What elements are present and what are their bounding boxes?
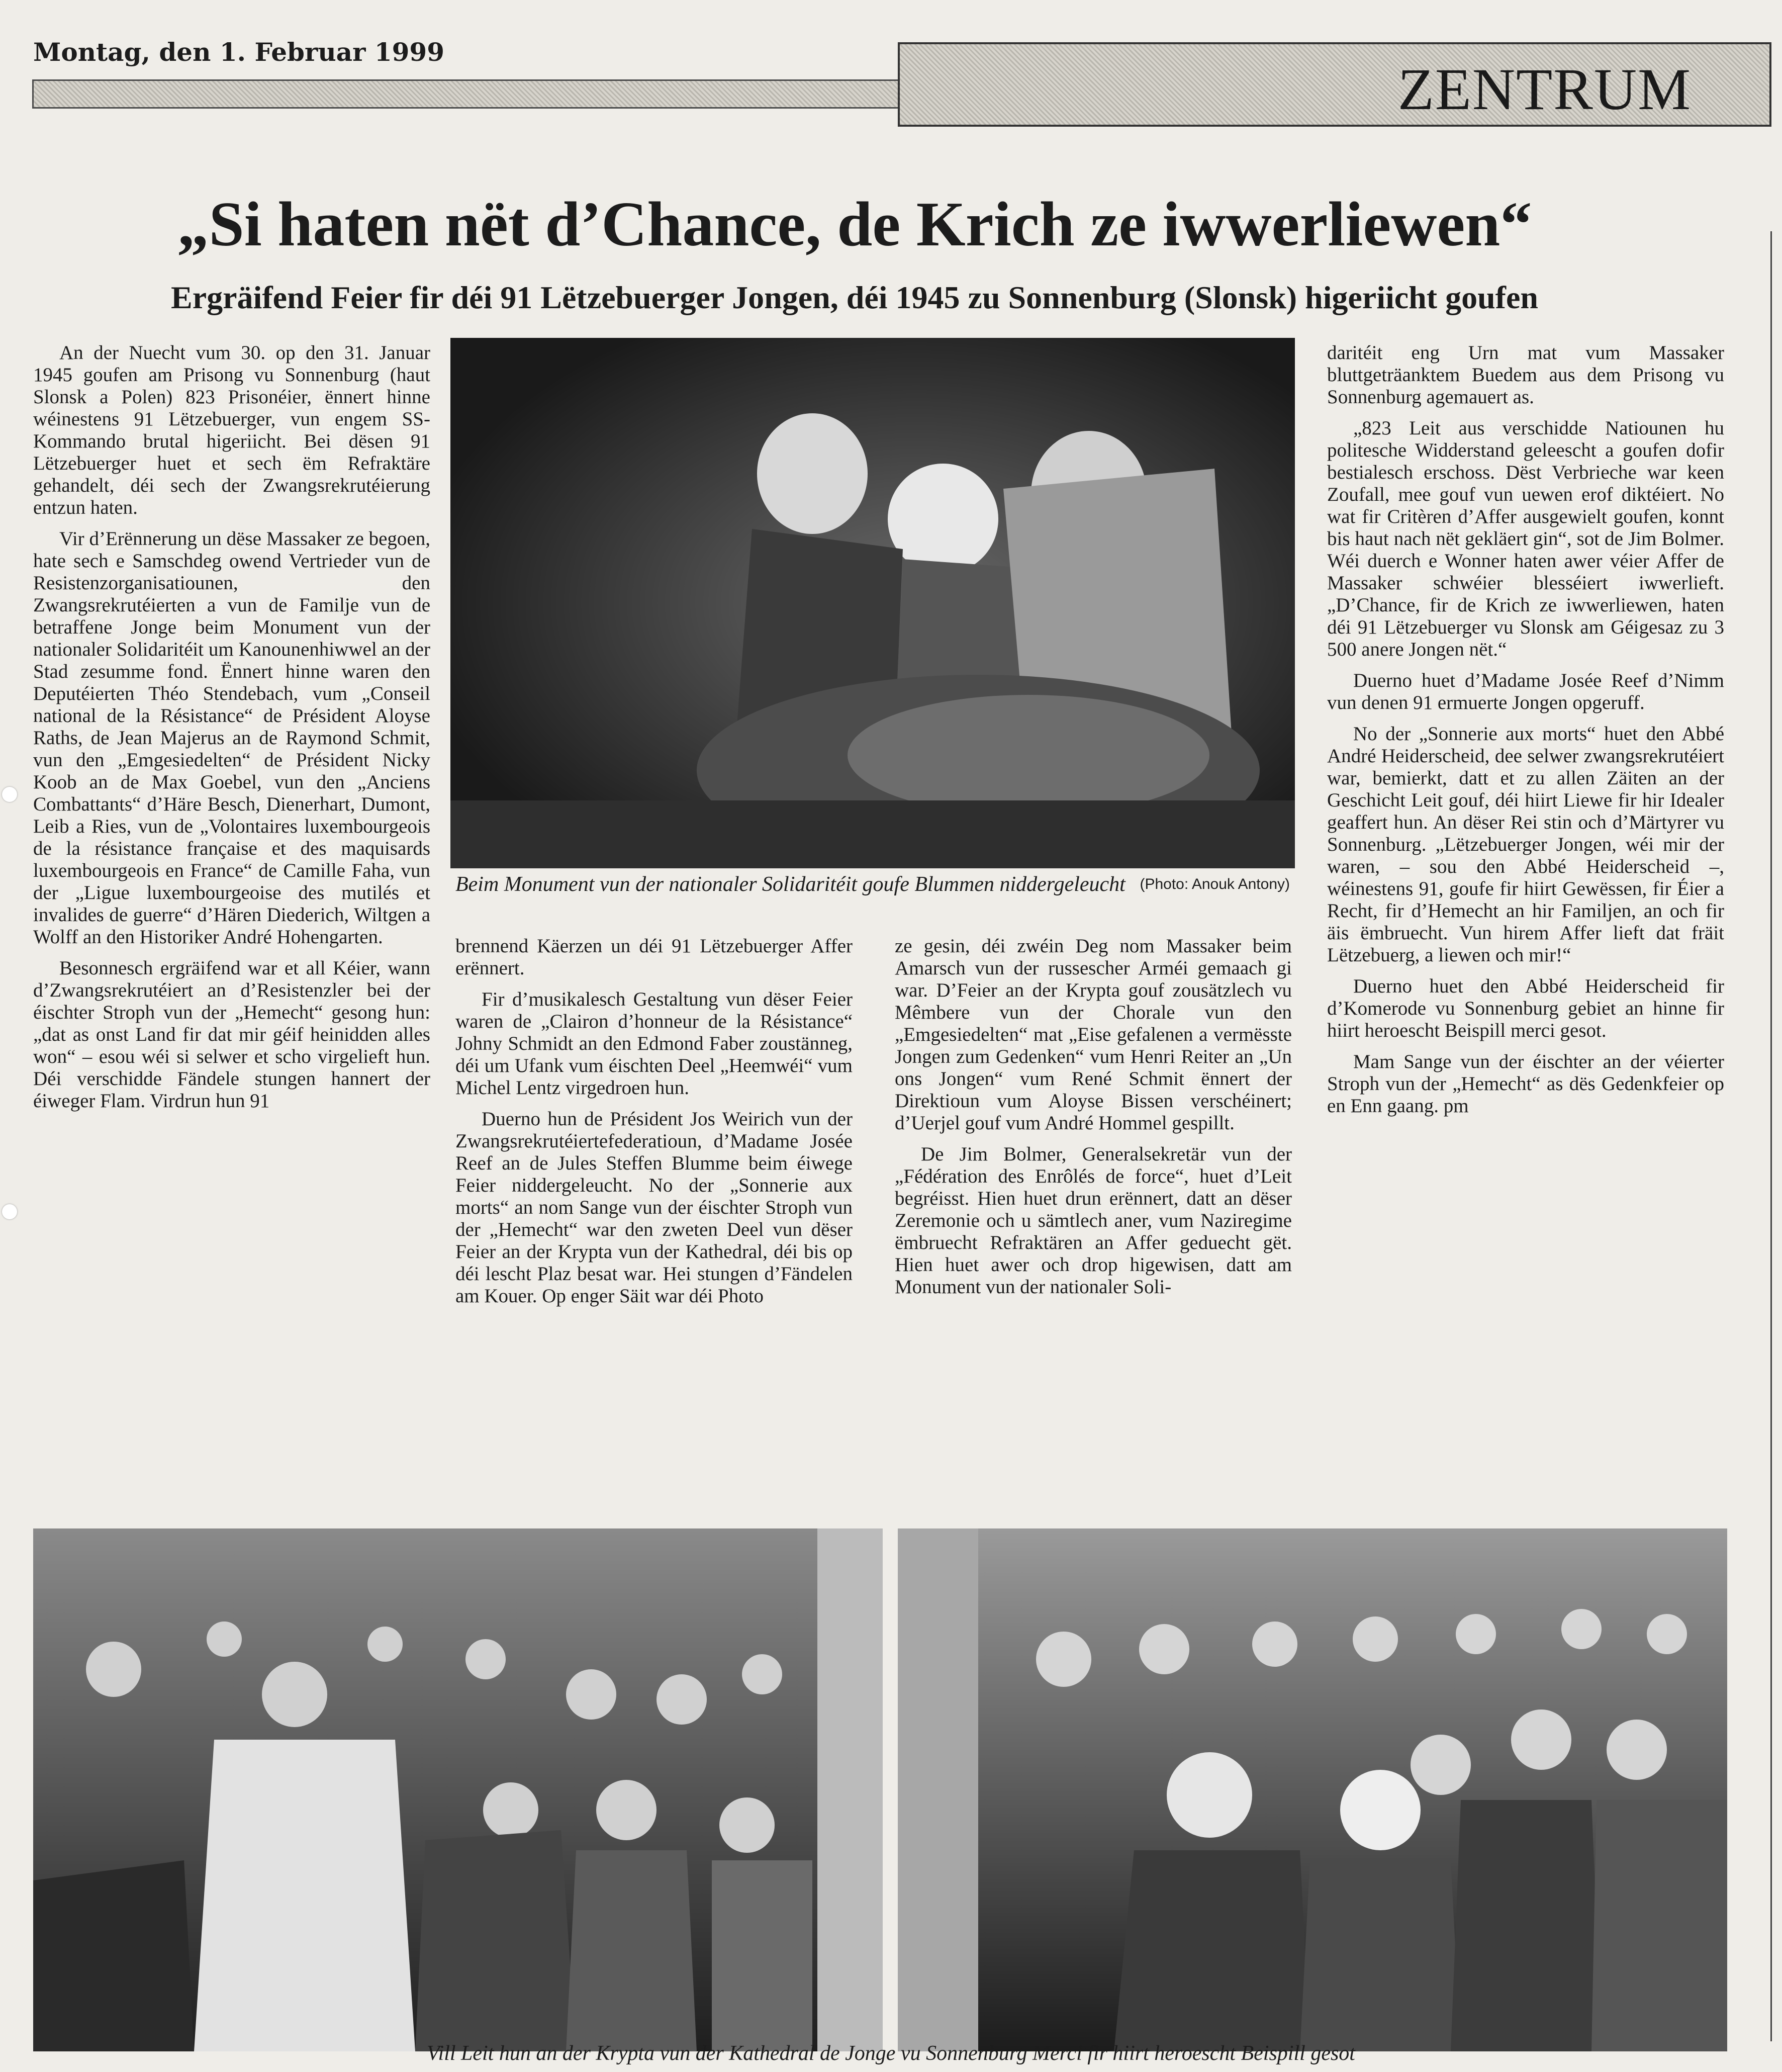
paragraph: Duerno huet den Abbé Heiderscheid fir d’Komerode vu Sonnenburg gebiet an hinne fir hiirt heroescht Beispill merci gesot. xyxy=(1327,975,1724,1041)
column-rule xyxy=(1770,231,1772,2041)
paragraph: brennend Käerzen un déi 91 Lëtzebuerger Affer erënnert. xyxy=(455,935,853,979)
paragraph: „823 Leit aus verschidde Natiounen hu politesche Widderstand geleescht a goufen dofir bestialesch erschoss. Dëst Verbrieche war keen Zoufall, mee gouf vun uewen erof diktéiert. No wat fir Critèren d’Affer ausgewielt goufen, konnt bis haut nach nët gekläert gin“, sot de Jim Bolmer. Wéi duerch e Wonner haten awer véier Affer de Massaker schwéier blesséiert iwwerlieft. „D’Chance, fir de Krich ze iwwerliewen, haten déi 91 Lëtzebuerger vu Slonsk am Géigesaz zu 3 500 anere Jongen nët.“ xyxy=(1327,417,1724,660)
paragraph: Besonnesch ergräifend war et all Kéier, wann d’Zwangsrekrutéiert an d’Resistenzler bei der éischter Stroph vun der „Hemecht“ gesong hun: „dat as onst Land fir dat mir géif heinidden alles won“ – esou wéi si selwer et scho virgelieft hun. Déi verschidde Fändele stungen hannert der éiweger Flam. Virdrun hun 91 xyxy=(33,957,430,1112)
paragraph: De Jim Bolmer, Generalsekretär vun der „Fédération des Enrôlés de force“, huet d’Leit begréisst. Hien huet drun erënnert, datt an dëser Zeremonie och u sämtlech aner, vum Naziregime ëmbruecht Refraktären an Affer geduecht gët. Hien huet awer och drop higewisen, datt am Monument vun der nationaler Soli- xyxy=(895,1143,1292,1298)
subheadline: Ergräifend Feier fir déi 91 Lëtzebuerger Jongen, déi 1945 zu Sonnenburg (Slonsk) higeriicht goufen xyxy=(171,280,1538,315)
bottom-photos-caption: Vill Leit hun an der Krypta vun der Kathedral de Jonge vu Sonnenburg Merci fir hiirt heroescht Beispill gesot xyxy=(427,2042,1355,2065)
headline: „Si haten nët d’Chance, de Krich ze iwwerliewen“ xyxy=(177,190,1532,259)
photo-monument xyxy=(450,338,1295,868)
article-column-4 xyxy=(1327,342,1724,1498)
binder-hole xyxy=(2,787,17,802)
article-column-3 xyxy=(895,935,1292,1503)
paragraph: Duerno hun de Président Jos Weirich vun der Zwangsrekrutéiertefederatioun, d’Madame Josée Reef an de Jules Steffen Blumme beim éiwege Feier niddergeleucht. No der „Sonnerie aux morts“ an nom Sange vun der éischter Stroph vun der „Hemecht“ war den zweten Deel vun dëser Feier an der Krypta vun der Kathedral, déi bis op déi lescht Plaz besat war. Hei stungen d’Fändelen am Kouer. Op enger Säit war déi Photo xyxy=(455,1108,853,1307)
photo-crypt-left-image xyxy=(33,1528,883,2051)
paragraph: No der „Sonnerie aux morts“ huet den Abbé André Heiderscheid, dee selwer zwangsrekrutéiert war, bemierkt, datt et zu allen Zäiten an der Geschicht Leit gouf, déi hiirt Liewe fir hir Idealer geaffert hun. An dëser Rei stin och d’Märtyrer vu Sonnenburg. „Lëtzebuerger Jongen, wéi mir der waren, – sou den Abbé Heiderscheid –, wéinestens 91, goufe fir hiirt Gewëssen, fir Éier a Recht, fir d’Hemecht an hir Familjen, an och fir äis ëmbruecht. Vun hirem Affer lieft dat fräit Lëtzebuerg, a liewen och mir!“ xyxy=(1327,723,1724,966)
date-line: Montag, den 1. Februar 1999 xyxy=(33,37,444,67)
photo-crypt-left xyxy=(33,1528,883,2051)
paragraph: An der Nuecht vum 30. op den 31. Januar 1945 goufen am Prisong vu Sonnenburg (haut Slonsk a Polen) 823 Prisonéier, ënnert hinne wéinestens 91 Lëtzebuerger, vun engem SS-Kommando brutal higeriicht. Bei dësen 91 Lëtzebuerger huet et sech ëm Refraktäre gehandelt, déi sech der Zwangsrekrutéierung entzun haten. xyxy=(33,342,430,518)
caption-text: Beim Monument vun der nationaler Solidaritéit goufe Blummen niddergeleucht xyxy=(455,873,1126,896)
photo-monument-caption xyxy=(455,872,1290,896)
paragraph: ze gesin, déi zwéin Deg nom Massaker beim Amarsch vun der russescher Arméi gemaach gi war. D’Feier an der Krypta gouf zousätzlech vu Mêmbere vun der Chorale vun den „Emgesiedelten“ mat „Eise gefalenen a vermësste Jongen zum Gedenken“ vum Henri Reiter an „Un ons Jongen“ vum René Schmit ënnert der Direktioun vum Aloyse Bissen verschéinert; d’Uerjel gouf vum André Hommel gespillt. xyxy=(895,935,1292,1134)
paragraph: Duerno huet d’Madame Josée Reef d’Nimm vun denen 91 ermuerte Jongen opgeruff. xyxy=(1327,670,1724,713)
header-rule-bar xyxy=(32,79,900,109)
paragraph: Fir d’musikalesch Gestaltung vun dëser Feier waren de „Clairon d’honneur de la Résistance“ Johny Schmidt an den Edmond Faber zoustänneg, déi um Ufank vum éischten Deel „Heemwéi“ vum Michel Lentz virgedroen hun. xyxy=(455,988,853,1099)
photo-crypt-right xyxy=(898,1528,1727,2051)
section-title: ZENTRUM xyxy=(1397,56,1692,122)
binder-hole xyxy=(2,1204,17,1219)
photo-monument-image xyxy=(450,338,1295,868)
photo-crypt-right-image xyxy=(898,1528,1727,2051)
paragraph: Mam Sange vun der éischter an der véierter Stroph vun der „Hemecht“ as dës Gedenkfeier op en Enn gaang. pm xyxy=(1327,1051,1724,1117)
paragraph: daritéit eng Urn mat vum Massaker bluttgeträanktem Buedem aus dem Prisong vu Sonnenburg agemauert as. xyxy=(1327,342,1724,408)
article-column-1 xyxy=(33,342,430,1498)
article-column-2 xyxy=(455,935,853,1503)
paragraph: Vir d’Erënnerung un dëse Massaker ze begoen, hate sech e Samschdeg owend Vertrieder vun de Resistenzorganisatiounen, den Zwangsrekrutéierten a vun de Familje vun de betraffene Jonge beim Monument vun der nationaler Solidaritéit um Kanounenhiwwel an der Stad zesumme fond. Ënnert hinne waren den Deputéierten Théo Stendebach, vum „Conseil national de la Résistance“ de Président Aloyse Raths, de Jean Majerus an de Raymond Schmit, vun den „Emgesiedelten“ de Président Nicky Koob an de Max Goebel, vun den „Anciens Combattants“ d’Häre Besch, Dienerhart, Dumont, Leib a Ries, vun de „Volontaires luxembourgeois de la résistance française et des maquisards luxembourgeois en France“ de Camille Faha, vun der „Ligue luxembourgeoise des mutilés et invalides de guerre“ d’Hären Diederich, Wiltgen a Wolff an den Historiker André Hohengarten. xyxy=(33,528,430,948)
photo-credit: (Photo: Anouk Antony) xyxy=(1140,876,1290,892)
